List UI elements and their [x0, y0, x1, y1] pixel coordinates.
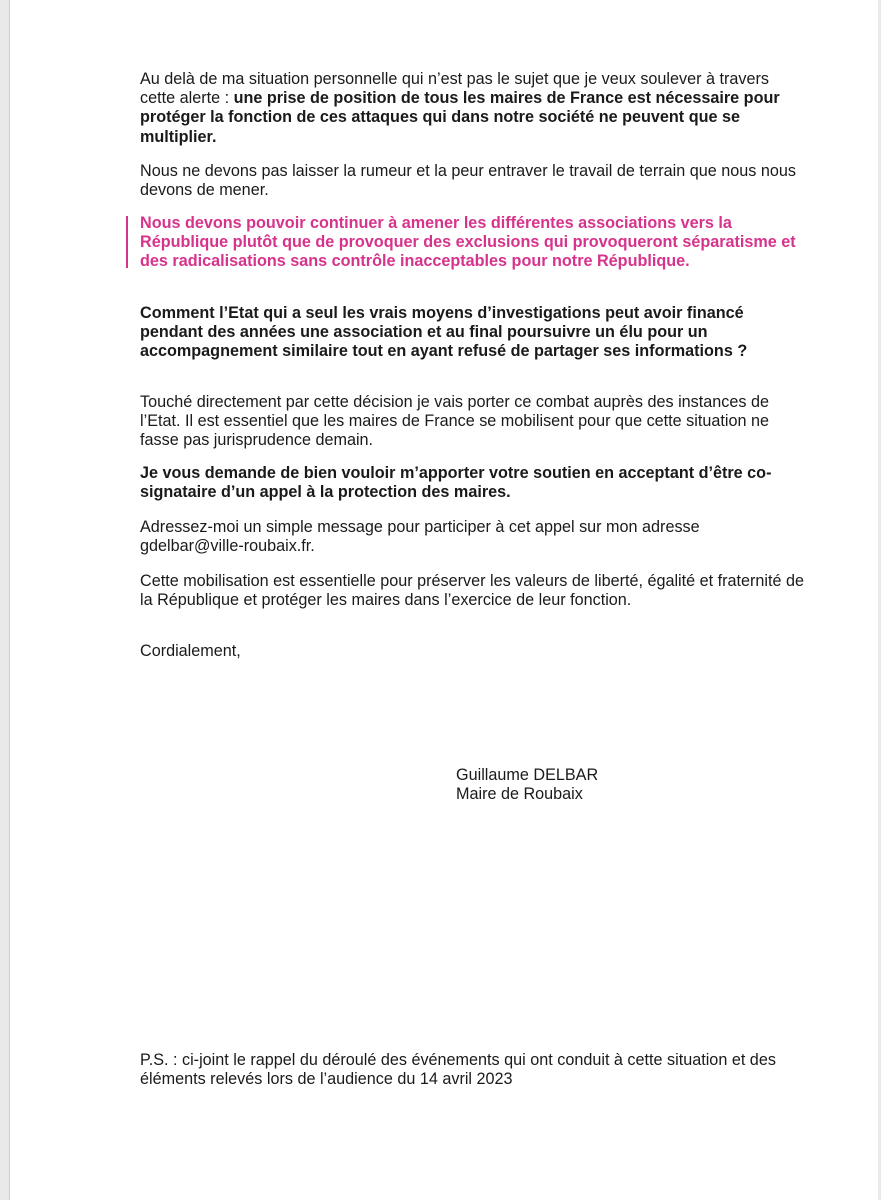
- document-page: [9, 0, 878, 1200]
- paragraph-combat: Touché directement par cette décision je vais porter ce combat auprès des instances de l’Etat. Il est essentiel que les maires de France se mobilisent pour que cette situation ne fasse pas jurisprudence demain.: [140, 393, 769, 450]
- paragraph-rumor: Nous ne devons pas laisser la rumeur et la peur entraver le travail de terrain que nous nous devons de mener.: [140, 162, 796, 200]
- paragraph-intro: [140, 70, 800, 147]
- paragraph-contact: Adressez-moi un simple message pour participer à cet appel sur mon adresse gdelbar@ville-roubaix.fr.: [140, 518, 700, 556]
- signature-block: [456, 766, 598, 804]
- paragraph-support-request: Je vous demande de bien vouloir m’apporter votre soutien en acceptant d’être co-signataire d’un appel à la protection des maires.: [140, 464, 772, 502]
- postscript: P.S. : ci-joint le rappel du déroulé des événements qui ont conduit à cette situation et des éléments relevés lors de l’audience du 14 avril 2023: [140, 1051, 776, 1089]
- paragraph-highlight: Nous devons pouvoir continuer à amener les différentes associations vers la République plutôt que de provoquer des exclusions qui provoqueront séparatisme et des radicalisations sans contrôle inacceptables pour notre République.: [140, 214, 796, 271]
- highlight-marker: [126, 216, 128, 268]
- closing: Cordialement,: [140, 642, 241, 660]
- intro-bold-text: une prise de position de tous les maires de France est nécessaire pour protéger la fonction de ces attaques qui dans notre société ne peuvent que se multiplier.: [140, 89, 780, 146]
- paragraph-values: Cette mobilisation est essentielle pour préserver les valeurs de liberté, égalité et fraternité de la République et protéger les maires dans l’exercice de leur fonction.: [140, 572, 805, 610]
- intro-text: Au delà de ma situation personnelle qui n’est pas le sujet que je veux soulever à travers cette alerte :: [140, 70, 769, 108]
- signature-title: Maire de Roubaix: [456, 785, 583, 804]
- paragraph-question: Comment l’Etat qui a seul les vrais moyens d’investigations peut avoir financé pendant des années une association et au final poursuivre un élu pour un accompagnement similaire tout en ayant refusé de partager ses informations ?: [140, 304, 748, 361]
- signature-name: Guillaume DELBAR: [456, 766, 599, 784]
